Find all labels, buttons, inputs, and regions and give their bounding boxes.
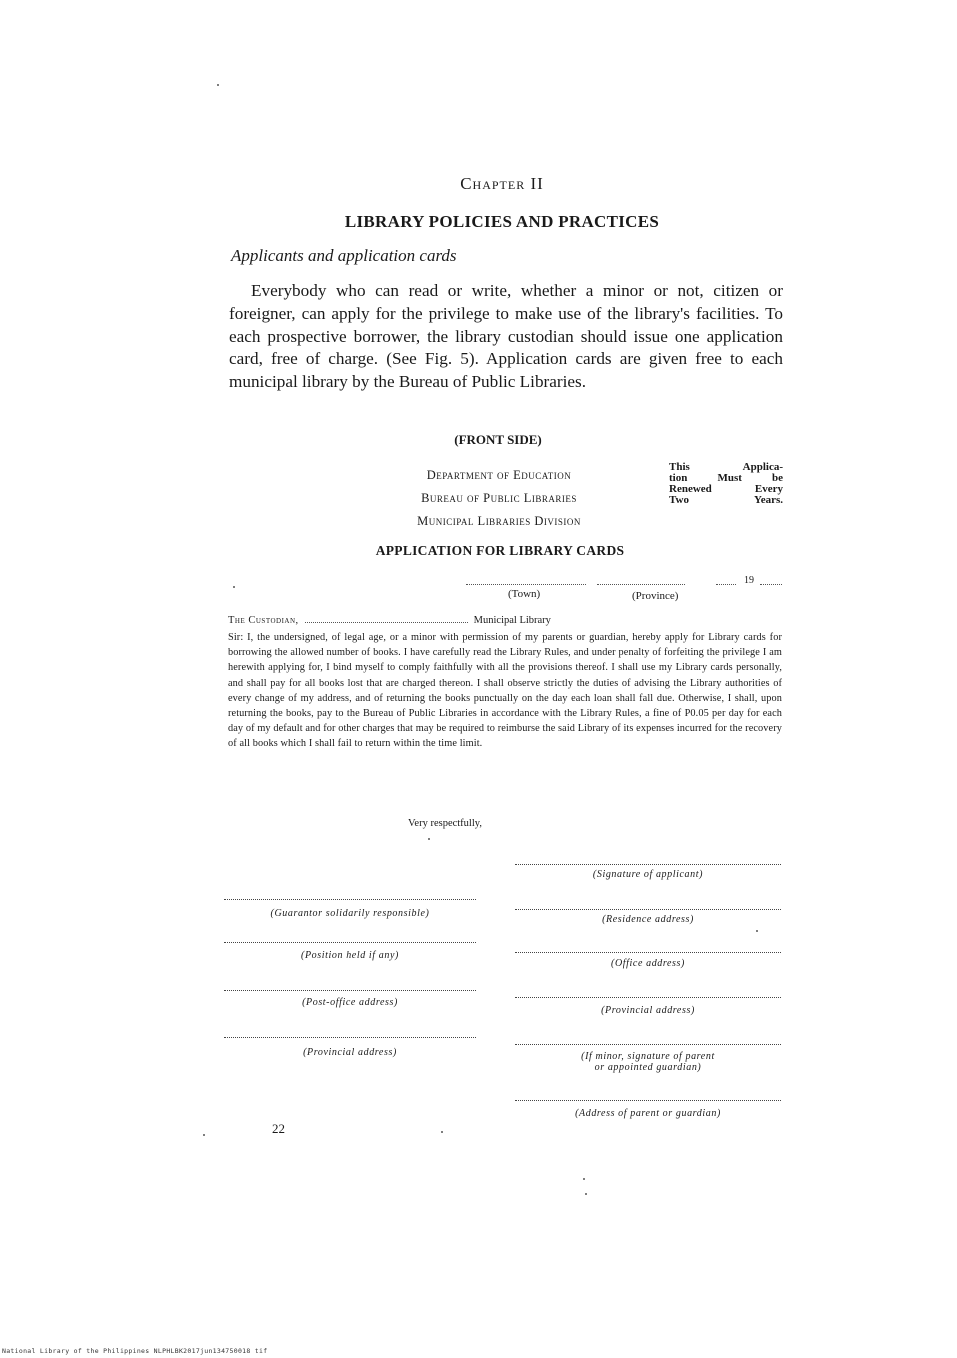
province-label: (Province): [632, 590, 679, 602]
provincial-address-left-line[interactable]: [224, 1037, 476, 1038]
parent-address-label: (Address of parent or guardian): [575, 1108, 721, 1119]
renewal-note-line: Two Years.: [669, 494, 783, 506]
scan-speck: [428, 838, 430, 840]
office-address-line[interactable]: [515, 952, 781, 953]
bureau-name: Bureau of Public Libraries: [421, 491, 577, 505]
renewal-note-line: tion Must be: [669, 472, 783, 484]
post-office-address-line[interactable]: [224, 990, 476, 991]
provincial-address-right-label: (Provincial address): [601, 1005, 695, 1016]
renewal-note: [669, 462, 783, 506]
scan-speck: [441, 1131, 443, 1133]
parent-signature-label: [515, 1051, 781, 1073]
province-field-line[interactable]: [597, 584, 685, 585]
library-name-field[interactable]: [305, 622, 468, 623]
addressee-prefix: The Custodian,: [228, 615, 299, 626]
guarantor-line[interactable]: [224, 899, 476, 900]
residence-address-label: (Residence address): [602, 914, 694, 925]
parent-signature-label-line: (If minor, signature of parent: [581, 1051, 715, 1062]
year-prefix: 19: [744, 575, 754, 586]
position-held-label: (Position held if any): [301, 950, 399, 961]
scan-speck: [233, 586, 235, 588]
date-field-line[interactable]: [716, 584, 736, 585]
addressee-line: [228, 615, 551, 626]
page-number: 22: [272, 1121, 285, 1136]
guarantor-label: (Guarantor solidarily responsible): [270, 908, 430, 919]
provincial-address-right-line[interactable]: [515, 997, 781, 998]
parent-address-line[interactable]: [515, 1100, 781, 1101]
provincial-address-left-label: (Provincial address): [303, 1047, 397, 1058]
applicant-signature-label: (Signature of applicant): [592, 869, 704, 880]
renewal-note-line: This Applica-: [669, 461, 783, 473]
office-address-label: (Office address): [611, 958, 685, 969]
intro-paragraph: Everybody who can read or write, whether a minor or not, citizen or foreigner, can apply for the privilege to make use of the library's facilities. To each prospective borrower, the library custodian should issue one application card, free of charge. (See Fig. 5). Application cards are given free to each municipal library by the Bureau of Public Libraries.: [229, 281, 783, 392]
addressee-suffix: Municipal Library: [473, 615, 551, 626]
post-office-address-label: (Post-office address): [302, 997, 398, 1008]
town-field-line[interactable]: [466, 584, 586, 585]
residence-address-line[interactable]: [515, 909, 781, 910]
town-label: (Town): [508, 588, 541, 600]
application-letter-body: Sir: I, the undersigned, of legal age, or a minor with permission of my parents or guardian, hereby apply for Library cards for borrowing the allowed number of books. I have carefully read the Library Rules, and under penalty of forfeiting the privilege I am herewith applying for, I bind myself to comply faithfully with all the provisions thereof. I shall use my Library cards personally, and shall pay for all books lost that are charged thereon. I shall observe strictly the duties of advising the Library authorities of every change of my address, and of returning the books punctually on the day each loan shall fall due. Otherwise, I shall, upon returning the books, pay to the Bureau of Public Libraries in accordance with the Library Rules, a fine of P0.05 per day for each day of my default and for other charges that may be required to reimburse the said Library of its expenses incurred for the recovery of all books which I shall fail to return within the time limit.: [228, 632, 782, 750]
scan-speck: [585, 1193, 587, 1195]
subheading: Applicants and application cards: [231, 246, 457, 265]
scan-speck: [203, 1134, 205, 1136]
department-header: [374, 464, 624, 533]
division-name: Municipal Libraries Division: [417, 514, 581, 528]
form-title: APPLICATION FOR LIBRARY CARDS: [375, 543, 625, 558]
year-field-line[interactable]: [760, 584, 782, 585]
front-side-label: (FRONT SIDE): [454, 432, 542, 447]
scan-speck: [217, 84, 219, 86]
parent-signature-line[interactable]: [515, 1044, 781, 1045]
section-title: LIBRARY POLICIES AND PRACTICES: [344, 212, 660, 231]
scan-speck: [756, 930, 758, 932]
position-held-line[interactable]: [224, 942, 476, 943]
scan-speck: [583, 1178, 585, 1180]
renewal-note-line: Renewed Every: [669, 483, 783, 495]
applicant-signature-line[interactable]: [515, 864, 781, 865]
parent-signature-label-line: or appointed guardian): [594, 1062, 702, 1073]
chapter-label: Chapter II: [460, 174, 544, 193]
scan-footer: National Library of the Philippines NLPHLBK2017jun134750018 tif: [2, 1347, 268, 1355]
closing-salutation: Very respectfully,: [408, 818, 482, 829]
department-name: Department of Education: [426, 468, 572, 482]
